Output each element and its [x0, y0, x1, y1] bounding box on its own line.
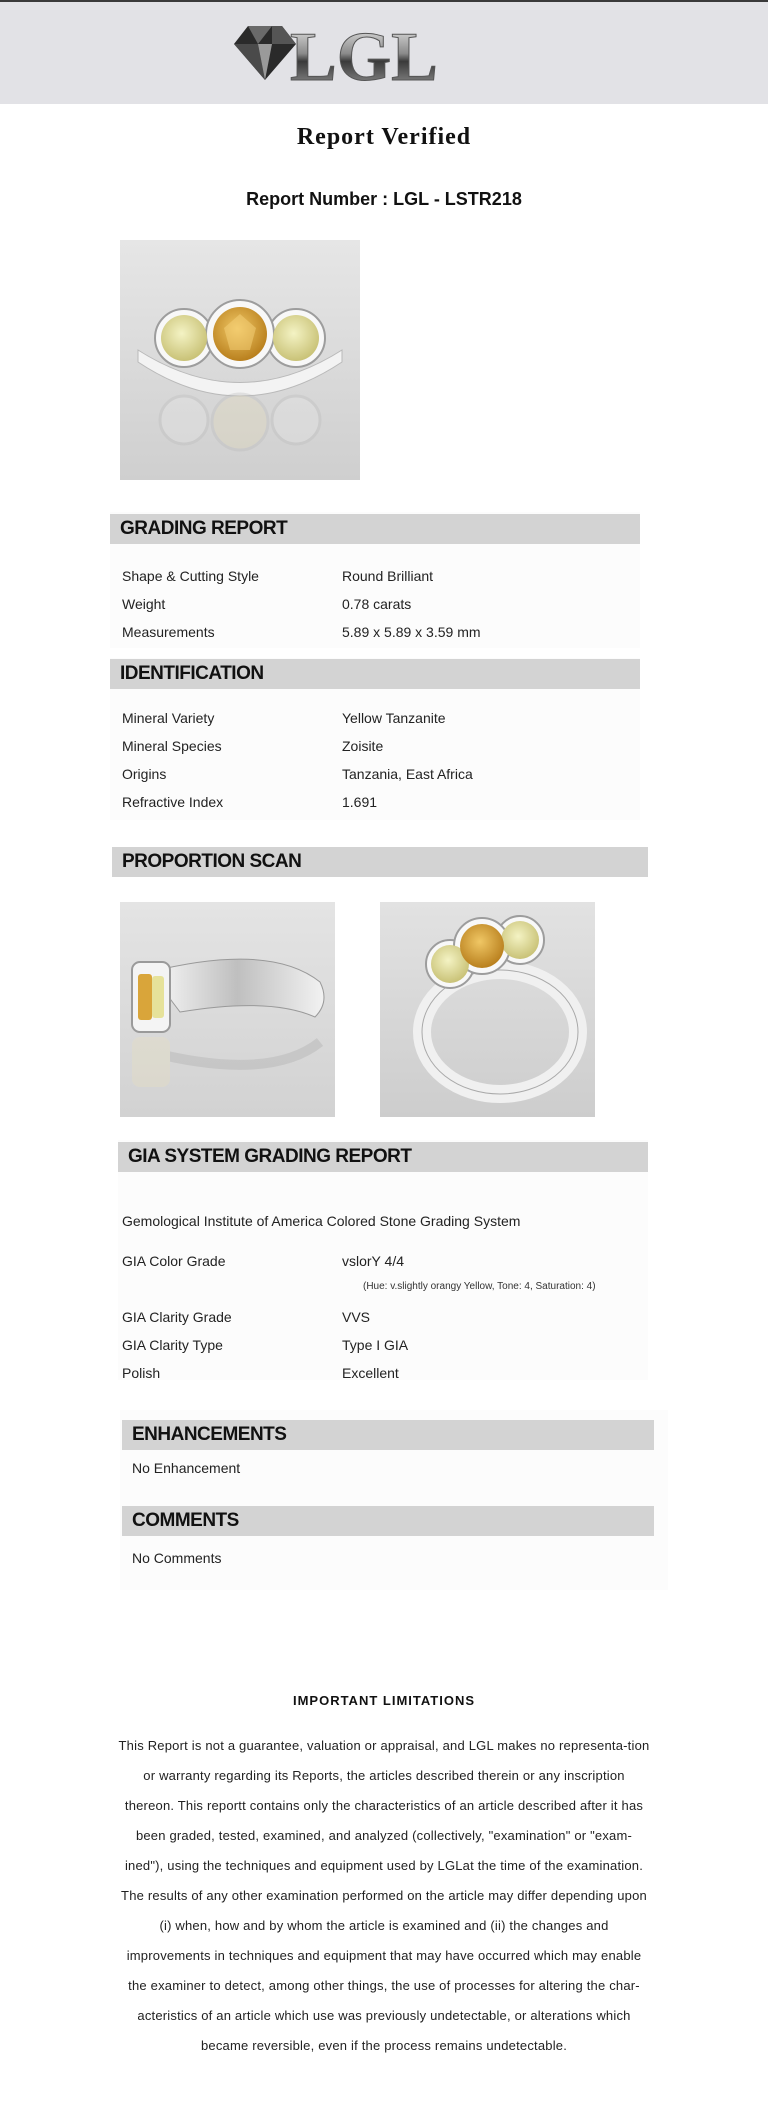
row-label: GIA Color Grade: [122, 1253, 226, 1269]
row-value: VVS: [342, 1309, 371, 1325]
row-value: Round Brilliant: [342, 568, 434, 584]
row-label: GIA Clarity Grade: [122, 1309, 232, 1325]
color-grade-note: (Hue: v.slightly orangy Yellow, Tone: 4, Saturation: 4): [363, 1281, 596, 1292]
row-value: 1.691: [342, 794, 378, 810]
row-value: Yellow Tanzanite: [342, 710, 446, 726]
diamond-icon: [234, 26, 296, 80]
section-header-comments: COMMENTS: [122, 1506, 654, 1536]
row-value: Type I GIA: [342, 1337, 409, 1353]
row-label: Mineral Variety: [122, 710, 215, 726]
ring-photo-angle: [380, 902, 595, 1117]
row-value: vslorY 4/4: [342, 1253, 404, 1269]
row-value: Zoisite: [342, 738, 384, 754]
row-label: Measurements: [122, 624, 215, 640]
row-label: Refractive Index: [122, 794, 224, 810]
report-number: Report Number : LGL - LSTR218: [246, 189, 522, 209]
enhancements-text: No Enhancement: [132, 1460, 241, 1476]
row-label: Weight: [122, 596, 166, 612]
gia-system-name: Gemological Institute of America Colored Stone Grading System: [122, 1213, 521, 1229]
ring-photo-side: [120, 902, 335, 1117]
row-label: Mineral Species: [122, 738, 222, 754]
row-label: Polish: [122, 1365, 161, 1381]
report-verified-title: Report Verified: [296, 124, 472, 150]
section-header-proportion-scan: PROPORTION SCAN: [112, 847, 648, 877]
row-label: GIA Clarity Type: [122, 1337, 223, 1353]
row-label: Shape & Cutting Style: [122, 568, 259, 584]
row-value: 5.89 x 5.89 x 3.59 mm: [342, 624, 481, 640]
row-value: 0.78 carats: [342, 596, 412, 612]
logo-wordmark: LGL: [290, 19, 438, 96]
row-value: Excellent: [342, 1365, 399, 1381]
section-header-grading-report: GRADING REPORT: [110, 514, 640, 544]
row-value: Tanzania, East Africa: [342, 766, 473, 782]
limitations-body: This Report is not a guarantee, valuation or appraisal, and LGL makes no representa-tion or warranty regarding its Reports, the articles described therein or any inscription thereon. This reportt contains only the characteristics of an article described after it has been graded, tested, examined, and analyzed (collectively, "examination" or "exam-ined"), using the techniques and equipment used by LGLat the time of the examination. The results of any other examination performed on the article may differ depending upon (i) when, how and by whom the article is examined and (ii) the changes and improvements in techniques and equipment that may have occurred which may enable the examiner to detect, among other things, the use of processes for altering the char-acteristics of an article which use was previously undetectable, or alterations which became reversible, even if the process remains undetectable.: [118, 1738, 650, 2053]
ring-photo-front: [120, 240, 360, 480]
header-banner: [0, 0, 768, 104]
limitations-title: IMPORTANT LIMITATIONS: [292, 1693, 476, 1708]
comments-text: No Comments: [132, 1550, 222, 1566]
row-label: Origins: [122, 766, 167, 782]
lgl-logo: [234, 14, 494, 98]
section-header-gia-system: GIA SYSTEM GRADING REPORT: [118, 1142, 648, 1172]
section-header-enhancements: ENHANCEMENTS: [122, 1420, 654, 1450]
section-header-identification: IDENTIFICATION: [110, 659, 640, 689]
